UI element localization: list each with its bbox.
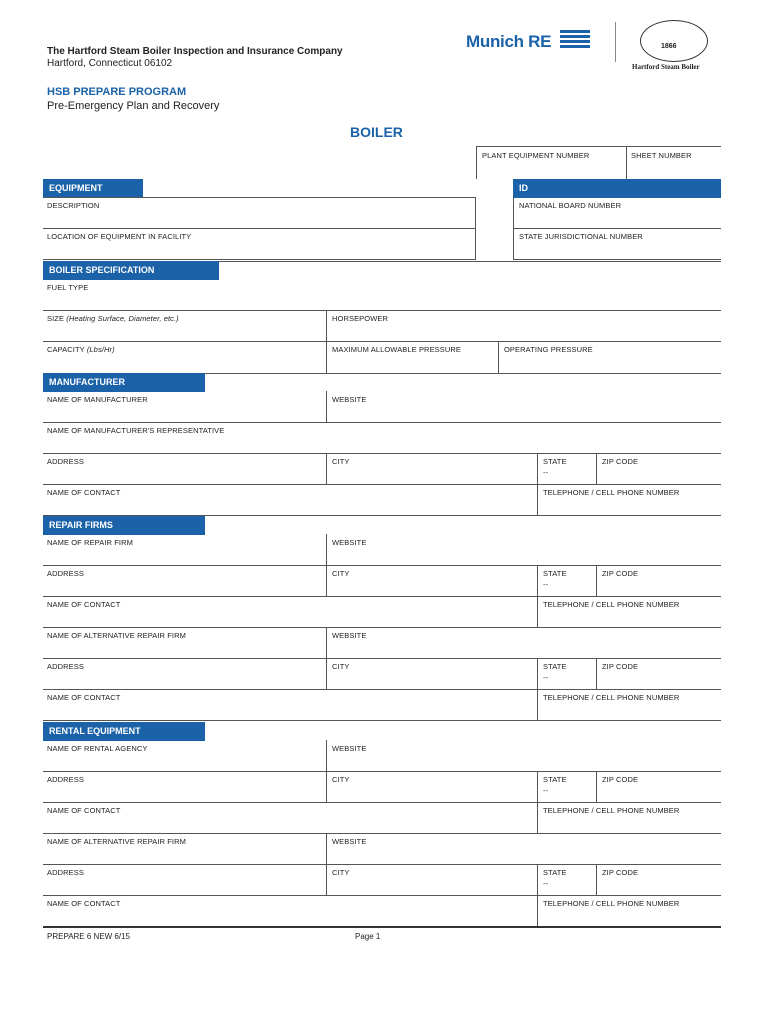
divider: [43, 484, 721, 485]
program-subtitle: Pre-Emergency Plan and Recovery: [47, 100, 220, 112]
equipment-heading: EQUIPMENT: [43, 179, 143, 198]
alt-rental-firm-zip-field[interactable]: ZIP CODE: [602, 868, 639, 877]
divider: [43, 453, 721, 454]
program-title: HSB PREPARE PROGRAM: [47, 86, 187, 98]
alt-rental-firm-state-field[interactable]: STATE: [543, 868, 567, 877]
manufacturer-address-field[interactable]: ADDRESS: [47, 457, 84, 466]
repair-firm-state-field[interactable]: STATE: [543, 569, 567, 578]
divider: [43, 771, 721, 772]
divider: [43, 422, 721, 423]
divider: [596, 453, 597, 484]
logo-divider: [615, 22, 616, 62]
divider: [326, 453, 327, 484]
repair-firm-address-field[interactable]: ADDRESS: [47, 569, 84, 578]
divider: [513, 228, 721, 229]
capacity-note: (Lbs/Hr): [86, 345, 115, 354]
divider: [326, 534, 327, 565]
fuel-type-field[interactable]: FUEL TYPE: [47, 283, 89, 292]
manufacturer-representative-field[interactable]: NAME OF MANUFACTURER'S REPRESENTATIVE: [47, 426, 225, 435]
divider: [43, 310, 721, 311]
manufacturer-website-field[interactable]: WEBSITE: [332, 395, 367, 404]
alt-rental-firm-city-field[interactable]: CITY: [332, 868, 350, 877]
operating-pressure-field[interactable]: OPERATING PRESSURE: [504, 345, 593, 354]
alt-repair-firm-phone-field[interactable]: TELEPHONE / CELL PHONE NUMBER: [543, 693, 680, 702]
description-field[interactable]: DESCRIPTION: [47, 201, 100, 210]
national-board-number-field[interactable]: NATIONAL BOARD NUMBER: [519, 201, 622, 210]
repair-firm-name-field[interactable]: NAME OF REPAIR FIRM: [47, 538, 133, 547]
id-heading: ID: [513, 179, 721, 198]
divider: [476, 146, 477, 179]
page-title: BOILER: [350, 124, 403, 140]
alt-rental-firm-contact-field[interactable]: NAME OF CONTACT: [47, 899, 121, 908]
rental-equipment-heading: RENTAL EQUIPMENT: [43, 722, 205, 741]
rental-agency-zip-field[interactable]: ZIP CODE: [602, 775, 639, 784]
hsb-seal-icon: [640, 20, 708, 62]
divider: [43, 259, 476, 260]
form-id: PREPARE 6 NEW 6/15: [47, 932, 130, 941]
munich-re-logo: Munich RE: [466, 32, 552, 51]
divider: [326, 740, 327, 771]
alt-repair-firm-state-value: --: [543, 673, 549, 682]
manufacturer-contact-field[interactable]: NAME OF CONTACT: [47, 488, 121, 497]
alt-repair-firm-website-field[interactable]: WEBSITE: [332, 631, 367, 640]
alt-repair-firm-zip-field[interactable]: ZIP CODE: [602, 662, 639, 671]
divider: [596, 771, 597, 802]
rental-agency-city-field[interactable]: CITY: [332, 775, 350, 784]
divider: [596, 565, 597, 596]
repair-firm-city-field[interactable]: CITY: [332, 569, 350, 578]
divider: [43, 197, 475, 198]
munich-re-logo-icon: [560, 30, 590, 54]
max-allowable-pressure-field[interactable]: MAXIMUM ALLOWABLE PRESSURE: [332, 345, 462, 354]
repair-firms-heading: REPAIR FIRMS: [43, 516, 205, 535]
divider: [626, 146, 627, 179]
capacity-field[interactable]: [47, 345, 115, 354]
size-note: (Heating Surface, Diameter, etc.): [66, 314, 179, 323]
horsepower-field[interactable]: HORSEPOWER: [332, 314, 389, 323]
rental-agency-phone-field[interactable]: TELEPHONE / CELL PHONE NUMBER: [543, 806, 680, 815]
divider: [43, 833, 721, 834]
repair-firm-phone-field[interactable]: TELEPHONE / CELL PHONE NUMBER: [543, 600, 680, 609]
divider: [43, 596, 721, 597]
company-name: The Hartford Steam Boiler Inspection and Insurance Company: [47, 46, 343, 57]
boiler-specification-heading: BOILER SPECIFICATION: [43, 261, 219, 280]
alt-rental-firm-name-field[interactable]: NAME OF ALTERNATIVE REPAIR FIRM: [47, 837, 186, 846]
alt-rental-firm-phone-field[interactable]: TELEPHONE / CELL PHONE NUMBER: [543, 899, 680, 908]
repair-firm-zip-field[interactable]: ZIP CODE: [602, 569, 639, 578]
manufacturer-phone-field[interactable]: TELEPHONE / CELL PHONE NUMBER: [543, 488, 680, 497]
hsb-logo-text: Hartford Steam Boiler: [632, 63, 700, 71]
divider: [219, 261, 721, 262]
size-label: SIZE: [47, 314, 65, 323]
divider: [326, 771, 327, 802]
rental-agency-state-field[interactable]: STATE: [543, 775, 567, 784]
manufacturer-name-field[interactable]: NAME OF MANUFACTURER: [47, 395, 148, 404]
divider: [43, 720, 721, 721]
divider: [596, 658, 597, 689]
repair-firm-state-value: --: [543, 580, 549, 589]
divider: [43, 228, 476, 229]
divider: [43, 627, 721, 628]
divider: [43, 864, 721, 865]
page-number: Page 1: [355, 932, 381, 941]
divider: [43, 658, 721, 659]
state-jurisdictional-number-field[interactable]: STATE JURISDICTIONAL NUMBER: [519, 232, 643, 241]
divider: [43, 895, 721, 896]
alt-rental-firm-state-value: --: [543, 879, 549, 888]
repair-firm-contact-field[interactable]: NAME OF CONTACT: [47, 600, 121, 609]
alt-repair-firm-address-field[interactable]: ADDRESS: [47, 662, 84, 671]
divider: [43, 565, 721, 566]
manufacturer-city-field[interactable]: CITY: [332, 457, 350, 466]
sheet-number-field[interactable]: SHEET NUMBER: [631, 151, 692, 160]
divider: [43, 341, 721, 342]
divider: [43, 689, 721, 690]
divider: [498, 341, 499, 373]
location-field[interactable]: LOCATION OF EQUIPMENT IN FACILITY: [47, 232, 192, 241]
divider: [43, 926, 721, 928]
alt-rental-firm-website-field[interactable]: WEBSITE: [332, 837, 367, 846]
rental-agency-website-field[interactable]: WEBSITE: [332, 744, 367, 753]
divider: [326, 391, 327, 422]
alt-repair-firm-state-field[interactable]: STATE: [543, 662, 567, 671]
manufacturer-heading: MANUFACTURER: [43, 373, 205, 392]
divider: [476, 146, 721, 147]
company-address: Hartford, Connecticut 06102: [47, 58, 173, 69]
divider: [326, 565, 327, 596]
repair-firm-website-field[interactable]: WEBSITE: [332, 538, 367, 547]
manufacturer-state-field[interactable]: STATE: [543, 457, 567, 466]
alt-repair-firm-contact-field[interactable]: NAME OF CONTACT: [47, 693, 121, 702]
manufacturer-state-value: --: [543, 468, 549, 477]
plant-equipment-number-field[interactable]: PLANT EQUIPMENT NUMBER: [482, 151, 590, 160]
divider: [43, 802, 721, 803]
rental-agency-name-field[interactable]: NAME OF RENTAL AGENCY: [47, 744, 148, 753]
size-field[interactable]: [47, 314, 179, 323]
manufacturer-zip-field[interactable]: ZIP CODE: [602, 457, 639, 466]
capacity-label: CAPACITY: [47, 345, 85, 354]
divider: [596, 864, 597, 895]
rental-agency-state-value: --: [543, 786, 549, 795]
alt-repair-firm-name-field[interactable]: NAME OF ALTERNATIVE REPAIR FIRM: [47, 631, 186, 640]
alt-rental-firm-address-field[interactable]: ADDRESS: [47, 868, 84, 877]
rental-agency-address-field[interactable]: ADDRESS: [47, 775, 84, 784]
rental-agency-contact-field[interactable]: NAME OF CONTACT: [47, 806, 121, 815]
divider: [513, 259, 721, 260]
seal-year: 1866: [661, 43, 677, 50]
alt-repair-firm-city-field[interactable]: CITY: [332, 662, 350, 671]
